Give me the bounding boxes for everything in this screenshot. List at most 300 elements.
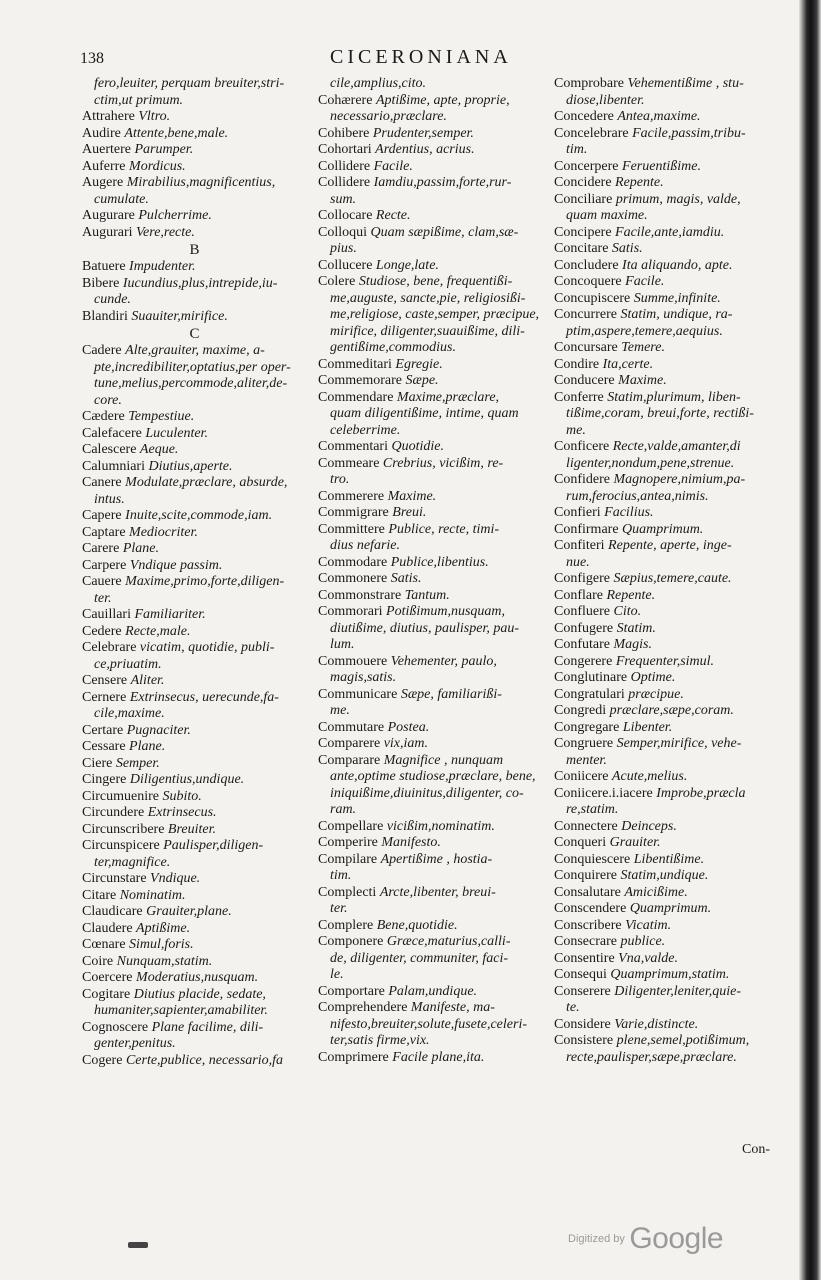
- entry-adverbs: plene,semel,potißimum,: [616, 1033, 750, 1048]
- entry-adverbs: diose,libenter.: [566, 92, 645, 108]
- dictionary-entry: [554, 505, 788, 522]
- entry-headword: Concedere: [554, 109, 614, 124]
- dictionary-entry: [554, 736, 788, 753]
- dictionary-entry: [82, 772, 307, 789]
- dictionary-entry: [318, 934, 544, 951]
- entry-headword: Compilare: [318, 851, 378, 867]
- entry-headword: Batuere: [82, 259, 126, 274]
- dictionary-entry: [318, 159, 544, 176]
- entry-headword: Cadere: [82, 343, 122, 358]
- entry-adverbs: Repente, aperte, inge-: [608, 538, 732, 553]
- column-1: [82, 76, 307, 1069]
- entry-adverbs: Libenter.: [622, 719, 673, 735]
- dictionary-entry: [82, 739, 307, 756]
- entry-headword: Circunspicere: [82, 838, 160, 853]
- entry-adverbs: Pulcherrime.: [138, 208, 212, 223]
- entry-adverbs: celeberrime.: [330, 422, 401, 438]
- entry-adverbs: Plane facilime, dili-: [151, 1019, 264, 1035]
- entry-headword: Cohibere: [318, 125, 370, 141]
- entry-adverbs: ptim,aspere,temere,aequius.: [566, 323, 723, 339]
- dictionary-entry: [82, 921, 307, 938]
- dictionary-entry: [82, 409, 307, 426]
- entry-headword: Congratulari: [554, 686, 625, 702]
- dictionary-entry: [318, 571, 544, 588]
- entry-adverbs: Publice,libentius.: [390, 554, 489, 570]
- entry-adverbs: Subito.: [162, 788, 202, 804]
- entry-continuation: [554, 456, 788, 473]
- entry-adverbs: Publice, recte, timi-: [388, 521, 500, 537]
- entry-continuation: [318, 703, 544, 720]
- entry-continuation: [82, 855, 307, 872]
- entry-adverbs: Facile.: [625, 274, 665, 289]
- entry-adverbs: Magis.: [613, 637, 652, 652]
- entry-headword: Auertere: [82, 142, 131, 157]
- dictionary-entry: [554, 192, 788, 209]
- dictionary-entry: [82, 142, 307, 159]
- entry-headword: Coercere: [82, 970, 133, 985]
- entry-headword: Celebrare: [82, 640, 137, 655]
- entry-continuation: [318, 637, 544, 654]
- dictionary-entry: [82, 937, 307, 954]
- entry-headword: Congredi: [554, 703, 607, 718]
- entry-headword: Conducere: [554, 373, 615, 388]
- entry-adverbs: intus.: [94, 491, 125, 507]
- entry-headword: Cingere: [82, 772, 127, 787]
- dictionary-entry: [82, 673, 307, 690]
- entry-headword: Circunscribere: [82, 821, 165, 837]
- dictionary-entry: [318, 835, 544, 852]
- dictionary-entry: [554, 901, 788, 918]
- entry-adverbs: Quamprimum.: [629, 901, 712, 916]
- entry-adverbs: magis,satis.: [330, 670, 397, 685]
- entry-headword: Circundere: [82, 805, 145, 820]
- dictionary-entry: [554, 835, 788, 852]
- dictionary-entry: [554, 984, 788, 1001]
- entry-headword: Commendare: [318, 389, 394, 405]
- dictionary-entry: [318, 984, 544, 1001]
- entry-adverbs: Impudenter.: [129, 259, 196, 274]
- entry-headword: Collocare: [318, 208, 373, 223]
- dictionary-entry: [554, 934, 788, 951]
- dictionary-entry: [82, 442, 307, 459]
- dictionary-entry: [82, 541, 307, 558]
- entry-adverbs: Facile,passim,tribu-: [632, 125, 746, 141]
- entry-adverbs: Maxime,præclare,: [396, 389, 500, 405]
- entry-adverbs: ter.: [330, 901, 348, 916]
- entry-headword: Comprehendere: [318, 1000, 408, 1015]
- entry-headword: Ciere: [82, 755, 113, 771]
- dictionary-entry: [82, 126, 307, 143]
- dictionary-entry: [554, 373, 788, 390]
- entry-headword: Colere: [318, 274, 356, 289]
- dictionary-entry: [554, 588, 788, 605]
- entry-adverbs: Feruentißime.: [622, 158, 701, 174]
- section-letter: B: [189, 242, 200, 258]
- entry-adverbs: Modulate,præclare, absurde,: [125, 475, 288, 490]
- entry-headword: Congruere: [554, 736, 614, 751]
- entry-continuation: [318, 76, 544, 93]
- entry-headword: Confugere: [554, 620, 614, 636]
- entry-adverbs: Aptißime.: [136, 920, 191, 936]
- dictionary-entry: [82, 175, 307, 192]
- dictionary-entry: [554, 621, 788, 638]
- entry-headword: Conciliare: [554, 191, 613, 207]
- dictionary-entry: [318, 918, 544, 935]
- entry-headword: Concitare: [554, 241, 609, 256]
- entry-headword: Bibere: [82, 275, 120, 291]
- entry-adverbs: Improbe,præcla: [656, 785, 746, 801]
- entry-adverbs: humaniter,sapienter,amabiliter.: [94, 1003, 268, 1018]
- entry-adverbs: Ardentius, acrius.: [375, 142, 475, 157]
- entry-headword: Conqueri: [554, 835, 607, 850]
- dictionary-entry: [554, 1033, 788, 1050]
- entry-headword: Captare: [82, 524, 126, 540]
- entry-headword: Conflare: [554, 587, 603, 603]
- entry-headword: Conquiescere: [554, 851, 631, 867]
- entry-headword: Calefacere: [82, 425, 142, 441]
- entry-adverbs: Statim, undique, ra-: [620, 307, 733, 322]
- entry-continuation: [82, 360, 307, 377]
- entry-adverbs: Palam,undique.: [388, 983, 478, 999]
- entry-headword: Carpere: [82, 557, 127, 573]
- entry-headword: Comprimere: [318, 1049, 389, 1065]
- dictionary-entry: [82, 159, 307, 176]
- dictionary-entry: [554, 852, 788, 869]
- dictionary-entry: [82, 343, 307, 360]
- entry-adverbs: Semper,mirifice, vehe-: [616, 736, 742, 751]
- entry-headword: Conserere: [554, 983, 611, 999]
- entry-headword: Commeare: [318, 455, 380, 471]
- entry-adverbs: diutißime, diutius, paulisper, pau-: [330, 620, 519, 636]
- dictionary-entry: [318, 373, 544, 390]
- entry-adverbs: Manifesto.: [381, 835, 441, 850]
- entry-adverbs: Iucundius,plus,intrepide,iu-: [122, 275, 278, 291]
- dictionary-entry: [82, 276, 307, 293]
- entry-headword: Comperire: [318, 835, 378, 850]
- dictionary-entry: [82, 805, 307, 822]
- entry-headword: Circumuenire: [82, 788, 159, 804]
- entry-adverbs: Statim,undique.: [620, 868, 709, 883]
- entry-adverbs: nue.: [566, 554, 590, 570]
- dictionary-entry: [554, 159, 788, 176]
- dictionary-entry: [318, 93, 544, 110]
- entry-adverbs: Optime.: [630, 670, 676, 685]
- entry-headword: Cogitare: [82, 986, 131, 1002]
- dictionary-entry: [554, 340, 788, 357]
- dictionary-entry: [82, 508, 307, 525]
- entry-continuation: [554, 1050, 788, 1067]
- dictionary-entry: [318, 208, 544, 225]
- entry-headword: Consequi: [554, 967, 607, 982]
- dictionary-entry: [554, 175, 788, 192]
- entry-adverbs: Potißimum,nusquam,: [386, 604, 506, 619]
- dictionary-entry: [554, 687, 788, 704]
- entry-adverbs: Arcte,libenter, breui-: [379, 884, 496, 900]
- dictionary-entry: [82, 789, 307, 806]
- entry-headword: Citare: [82, 887, 117, 903]
- entry-headword: Coniicere.i.iacere: [554, 785, 653, 801]
- dictionary-entry: [318, 687, 544, 704]
- entry-adverbs: Vehementer, paulo,: [390, 653, 497, 669]
- dictionary-entry: [554, 918, 788, 935]
- entry-adverbs: cunde.: [94, 292, 131, 307]
- entry-headword: Commonere: [318, 571, 388, 586]
- entry-headword: Consentire: [554, 950, 615, 966]
- entry-headword: Concurrere: [554, 307, 617, 322]
- entry-headword: Cessare: [82, 739, 126, 754]
- entry-continuation: [318, 109, 544, 126]
- entry-adverbs: mirifice, diligenter,suauißime, dili-: [330, 323, 525, 339]
- entry-headword: Complecti: [318, 884, 377, 900]
- entry-headword: Commigrare: [318, 505, 389, 520]
- entry-headword: Auferre: [82, 158, 126, 174]
- entry-continuation: [318, 786, 544, 803]
- entry-adverbs: Studiose, bene, frequentißi-: [358, 274, 513, 289]
- entry-continuation: [318, 340, 544, 357]
- entry-headword: Commorari: [318, 604, 383, 619]
- dictionary-entry: [82, 259, 307, 276]
- entry-headword: Commemorare: [318, 373, 402, 388]
- entry-adverbs: Varie,distincte.: [614, 1016, 699, 1032]
- dictionary-entry: [318, 885, 544, 902]
- entry-adverbs: Prudenter,semper.: [372, 125, 474, 141]
- entry-adverbs: Aptißime, apte, proprie,: [375, 92, 510, 108]
- entry-adverbs: cile,amplius,cito.: [330, 76, 427, 91]
- digitized-by-text: Digitized by: [568, 1233, 625, 1245]
- entry-headword: Concerpere: [554, 158, 619, 174]
- dictionary-entry: [318, 1000, 544, 1017]
- dictionary-entry: [318, 753, 544, 770]
- entry-headword: Concupiscere: [554, 290, 631, 306]
- entry-adverbs: Libentißime.: [633, 851, 705, 867]
- entry-adverbs: Maxime,primo,forte,diligen-: [125, 574, 285, 589]
- entry-adverbs: Græce,maturius,calli-: [386, 934, 511, 949]
- entry-headword: Conferre: [554, 389, 604, 405]
- page-number: 138: [80, 50, 104, 67]
- entry-headword: Concipere: [554, 224, 612, 240]
- entry-adverbs: Breuiter.: [167, 821, 217, 837]
- entry-headword: Commouere: [318, 653, 388, 669]
- dictionary-entry: [318, 175, 544, 192]
- dictionary-entry: [82, 624, 307, 641]
- entry-adverbs: Vere,recte.: [136, 224, 195, 240]
- entry-headword: Componere: [318, 934, 384, 949]
- entry-adverbs: Plane.: [129, 739, 166, 754]
- entry-continuation: [554, 753, 788, 770]
- entry-headword: Commutare: [318, 719, 385, 735]
- entry-adverbs: Maxime.: [387, 488, 437, 504]
- entry-adverbs: Facilius.: [604, 505, 654, 520]
- entry-adverbs: Vna,valde.: [618, 950, 679, 966]
- entry-continuation: [318, 802, 544, 819]
- entry-continuation: [318, 1033, 544, 1050]
- entry-adverbs: Bene,quotidie.: [376, 917, 458, 933]
- entry-headword: Concelebrare: [554, 125, 629, 141]
- entry-continuation: [82, 192, 307, 209]
- entry-adverbs: me.: [330, 703, 350, 718]
- entry-adverbs: Manifeste, ma-: [410, 1000, 495, 1015]
- entry-continuation: [82, 591, 307, 608]
- dictionary-entry: [82, 822, 307, 839]
- dictionary-entry: [554, 439, 788, 456]
- entry-adverbs: præclare,sæpe,coram.: [609, 703, 734, 718]
- entry-headword: Conficere: [554, 439, 610, 454]
- dictionary-entry: [318, 126, 544, 143]
- entry-adverbs: Apertißime , hostia-: [380, 851, 493, 867]
- dictionary-entry: [82, 904, 307, 921]
- entry-headword: Commeditari: [318, 356, 392, 372]
- entry-headword: Consistere: [554, 1033, 614, 1048]
- entry-adverbs: Familiariter.: [134, 607, 206, 622]
- entry-adverbs: Summe,infinite.: [633, 290, 721, 306]
- entry-continuation: [554, 489, 788, 506]
- entry-adverbs: tune,melius,percommode,aliter,de-: [94, 376, 288, 391]
- entry-headword: Calescere: [82, 442, 137, 457]
- entry-continuation: [318, 241, 544, 258]
- entry-continuation: [82, 657, 307, 674]
- entry-headword: Commodare: [318, 554, 388, 570]
- entry-adverbs: Maxime.: [618, 373, 667, 388]
- entry-adverbs: Quotidie.: [391, 439, 444, 454]
- entry-adverbs: quam diligentißime, intime, quam: [330, 406, 519, 421]
- entry-adverbs: sum.: [330, 191, 357, 207]
- entry-headword: Colloqui: [318, 224, 368, 240]
- dictionary-entry: [318, 439, 544, 456]
- dictionary-entry: [318, 588, 544, 605]
- entry-adverbs: Aeque.: [139, 442, 179, 457]
- catchword: Con-: [742, 1142, 770, 1157]
- entry-adverbs: Quam sæpißime, clam,sæ-: [370, 224, 519, 240]
- google-logo: Google: [629, 1222, 724, 1255]
- entry-adverbs: Recte,male.: [125, 623, 191, 639]
- entry-headword: Commentari: [318, 439, 388, 454]
- column-3: [554, 76, 788, 1066]
- entry-adverbs: genter,penitus.: [94, 1036, 176, 1051]
- digitized-watermark: [568, 1222, 723, 1256]
- entry-adverbs: ter,satis firme,vix.: [330, 1033, 430, 1048]
- entry-adverbs: Sæpe, familiarißi-: [400, 686, 502, 702]
- entry-adverbs: Egregie.: [395, 356, 443, 372]
- entry-continuation: [318, 901, 544, 918]
- entry-continuation: [82, 706, 307, 723]
- dictionary-entry: [318, 555, 544, 572]
- entry-adverbs: publice.: [620, 934, 666, 949]
- entry-headword: Claudicare: [82, 904, 143, 919]
- dictionary-entry: [82, 525, 307, 542]
- entry-headword: Carere: [82, 541, 120, 556]
- entry-continuation: [554, 324, 788, 341]
- entry-adverbs: dius nefarie.: [330, 538, 400, 553]
- dictionary-entry: [318, 604, 544, 621]
- entry-headword: Augurare: [82, 208, 135, 223]
- entry-headword: Conquirere: [554, 868, 617, 883]
- dictionary-entry: [82, 888, 307, 905]
- entry-continuation: [82, 492, 307, 509]
- entry-headword: Conscribere: [554, 917, 622, 933]
- entry-headword: Complere: [318, 917, 374, 933]
- entry-continuation: [318, 1017, 544, 1034]
- entry-headword: Canere: [82, 475, 122, 490]
- entry-adverbs: Temere.: [621, 340, 665, 355]
- entry-headword: Cernere: [82, 689, 127, 705]
- dictionary-entry: [318, 357, 544, 374]
- entry-headword: Collidere: [318, 158, 371, 174]
- entry-adverbs: Quamprimum,statim.: [610, 967, 730, 982]
- entry-adverbs: Vicatim.: [625, 917, 672, 933]
- entry-continuation: [82, 376, 307, 393]
- entry-adverbs: Vndique passim.: [129, 557, 223, 573]
- entry-adverbs: ram.: [330, 802, 357, 817]
- entry-adverbs: Grauiter,plane.: [146, 904, 232, 919]
- entry-headword: Commonstrare: [318, 587, 402, 603]
- entry-headword: Claudere: [82, 920, 133, 936]
- entry-continuation: [554, 1000, 788, 1017]
- entry-headword: Collucere: [318, 257, 373, 273]
- entry-adverbs: Statim,plurimum, liben-: [607, 389, 741, 405]
- running-head: CICERONIANA: [330, 46, 512, 68]
- entry-adverbs: Quamprimum.: [622, 521, 704, 537]
- entry-headword: Confutare: [554, 637, 610, 652]
- entry-headword: Augere: [82, 175, 124, 190]
- dictionary-entry: [82, 475, 307, 492]
- entry-adverbs: Plane.: [122, 541, 159, 556]
- entry-headword: Capere: [82, 508, 122, 523]
- entry-adverbs: ter.: [94, 590, 112, 606]
- entry-adverbs: Repente.: [606, 587, 656, 603]
- entry-headword: Concursare: [554, 340, 618, 355]
- entry-adverbs: Extrinsecus.: [147, 805, 217, 820]
- entry-adverbs: ante,optime studiose,præclare, bene,: [330, 769, 536, 784]
- entry-continuation: [554, 423, 788, 440]
- dictionary-entry: [82, 690, 307, 707]
- entry-headword: Committere: [318, 521, 385, 537]
- entry-adverbs: Vndique.: [150, 871, 201, 886]
- entry-headword: Compellare: [318, 818, 384, 834]
- dictionary-entry: [554, 522, 788, 539]
- entry-adverbs: Magnifice , nunquam: [383, 752, 504, 768]
- entry-adverbs: Sæpe.: [405, 373, 439, 388]
- entry-adverbs: fero,leuiter, perquam breuiter,stri-: [94, 76, 285, 91]
- entry-adverbs: Recte.: [375, 208, 411, 223]
- entry-headword: Comparere: [318, 736, 381, 751]
- entry-adverbs: Parumper.: [134, 142, 194, 157]
- entry-adverbs: Longe,late.: [375, 257, 439, 273]
- entry-headword: Confiteri: [554, 538, 605, 553]
- entry-adverbs: Postea.: [387, 719, 430, 735]
- entry-headword: Confirmare: [554, 521, 619, 537]
- dictionary-entry: [554, 654, 788, 671]
- entry-adverbs: Amicißime.: [624, 884, 688, 900]
- entry-adverbs: necessario,præclare.: [330, 109, 447, 124]
- entry-continuation: [318, 291, 544, 308]
- entry-headword: Consecrare: [554, 934, 617, 949]
- entry-continuation: [554, 142, 788, 159]
- entry-adverbs: ter,magnifice.: [94, 854, 171, 870]
- entry-continuation: [318, 406, 544, 423]
- entry-adverbs: Alte,grauiter, maxime, a-: [125, 343, 265, 358]
- entry-continuation: [318, 324, 544, 341]
- dictionary-entry: [554, 109, 788, 126]
- dictionary-entry: [554, 76, 788, 93]
- entry-adverbs: ligenter,nondum,pene,strenue.: [566, 455, 735, 471]
- entry-adverbs: Nominatim.: [119, 887, 186, 903]
- entry-adverbs: re,statim.: [566, 802, 619, 817]
- dictionary-entry: [82, 970, 307, 987]
- entry-headword: Confluere: [554, 604, 610, 619]
- dictionary-entry: [82, 426, 307, 443]
- entry-adverbs: vicißim,nominatim.: [386, 818, 495, 834]
- entry-continuation: [318, 538, 544, 555]
